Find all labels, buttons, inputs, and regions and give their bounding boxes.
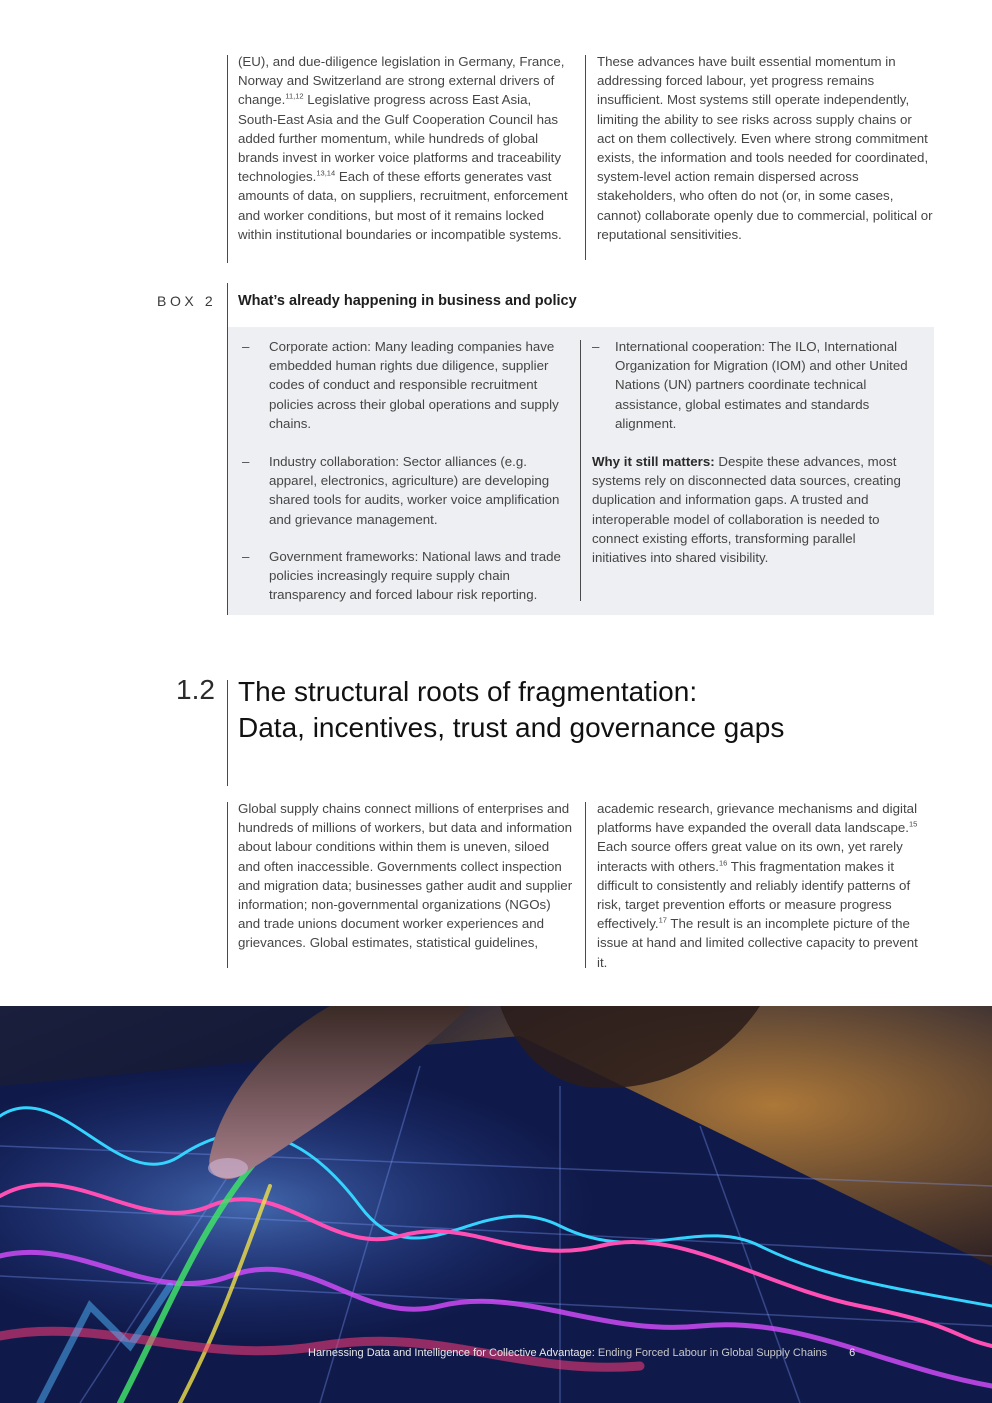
dash-bullet: – bbox=[592, 339, 600, 354]
why-bold-label: Why it still matters: bbox=[592, 454, 715, 469]
intro-right-column bbox=[597, 52, 933, 244]
box-title: What’s already happening in business and policy bbox=[238, 293, 577, 309]
section-title-line1: The structural roots of fragmentation: bbox=[238, 676, 698, 707]
intro-right-paragraph: These advances have built essential momentum in addressing forced labour, yet progress remains insufficient. Most systems still operate independently, limiting the ability to see risks across supply chains or act on them collectively. Even where strong commitment exists, the information and tools needed for coordinated, system-level action remain dispersed across stakeholders, who often do not (or, in some cases, cannot) collaborate openly due to commercial, political or reputational sensitivities. bbox=[597, 54, 933, 242]
dash-bullet: – bbox=[242, 549, 250, 564]
intro-right-rule bbox=[585, 55, 586, 260]
footer-title-sub: Ending Forced Labour in Global Supply Chains bbox=[594, 1347, 828, 1359]
section-title-line2: Data, incentives, trust and governance gaps bbox=[238, 712, 785, 743]
body-left-rule bbox=[227, 802, 228, 968]
body-left-column bbox=[238, 799, 573, 953]
section-number: 1.2 bbox=[176, 674, 215, 705]
body-right-rule bbox=[585, 802, 586, 968]
box-label: BOX 2 bbox=[157, 293, 217, 309]
footer-title-main: Harnessing Data and Intelligence for Collective Advantage: bbox=[308, 1347, 595, 1359]
intro-left-rule bbox=[227, 55, 228, 263]
box-item-text: International cooperation: The ILO, International Organization for Migration (IOM) and other United Nations (UN) partners coordinate technical assistance, global estimates and standards alignment. bbox=[615, 339, 908, 431]
section-rule bbox=[227, 680, 228, 786]
tablet-chart-illustration bbox=[0, 1006, 992, 1403]
box-column-rule bbox=[580, 340, 581, 601]
footer-running-title bbox=[308, 1347, 855, 1359]
intro-left-column bbox=[238, 52, 573, 244]
box-why-it-matters bbox=[592, 452, 904, 567]
box-item-text: Industry collaboration: Sector alliances (e.g. apparel, electronics, agriculture) are developing shared tools for audits, worker voice amplification and grievance management. bbox=[269, 454, 560, 527]
body-right-column bbox=[597, 799, 930, 972]
section-title bbox=[238, 674, 784, 746]
box-item-text: Corporate action: Many leading companies have embedded human rights due diligence, supplier codes of conduct and responsible recruitment policies across their global operations and supply chains. bbox=[269, 339, 559, 431]
page-number: 6 bbox=[849, 1347, 856, 1359]
dash-bullet: – bbox=[242, 454, 250, 469]
intro-left-paragraph: (EU), and due-diligence legislation in Germany, France, Norway and Switzerland are strong external drivers of change.$^{11,12}$ Legislative progress across East Asia, South-East Asia and the Gulf Cooperation Council has added further momentum, while hundreds of global brands invest in worker voice platforms and traceability technologies.$^{13,14}$ Each of these efforts generates vast amounts of data, on suppliers, recruitment, enforcement and worker conditions, but most of it remains locked within institutional boundaries or incompatible systems. bbox=[238, 54, 568, 242]
body-left-paragraph: Global supply chains connect millions of enterprises and hundreds of millions of workers, but data and information about labour conditions within them is uneven, siloed and often inaccessible. Governments collect inspection and migration data; businesses gather audit and supplier information; non-governmental organizations (NGOs) and trade unions document worker experiences and grievances. Global estimates, statistical guidelines, bbox=[238, 801, 573, 951]
box-item-text: Government frameworks: National laws and trade policies increasingly require supply chain transparency and forced labour risk reporting. bbox=[269, 549, 561, 603]
dash-bullet: – bbox=[242, 339, 250, 354]
why-text: Despite these advances, most systems rely on disconnected data sources, creating duplication and information gaps. A trusted and interoperable model of collaboration is needed to connect existing efforts, transforming parallel initiatives into shared visibility. bbox=[592, 454, 901, 566]
hero-photo bbox=[0, 1006, 992, 1403]
body-right-paragraph: academic research, grievance mechanisms and digital platforms have expanded the overall data landscape.$^{15}$ Each source offers great value on its own, yet rarely interacts with others.$^{16}$ This fragmentation makes it difficult to consistently and reliably identify patterns of risk, target prevention efforts or measure progress effectively.$^{17}$ The result is an incomplete picture of the issue at hand and limited collective capacity to prevent it. bbox=[597, 801, 918, 970]
